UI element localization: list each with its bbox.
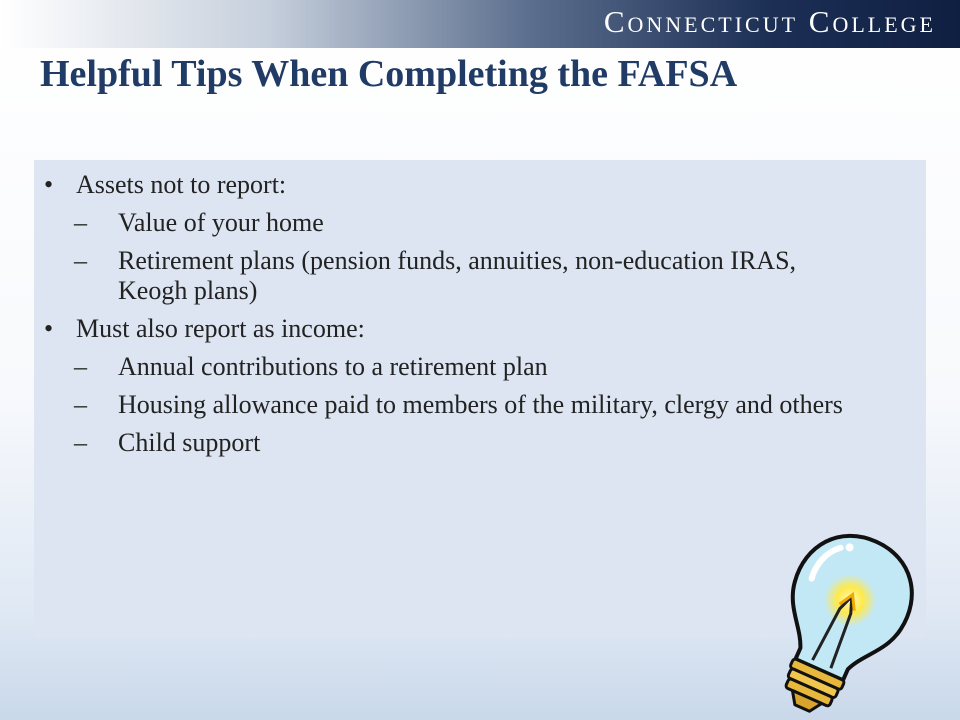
- subbullet-retirement-plans: [44, 246, 844, 306]
- bullet-assets-not-to-report: [44, 170, 844, 200]
- bullet-text: Assets not to report:: [76, 170, 287, 199]
- header-banner: [0, 0, 960, 48]
- lightbulb-icon: [740, 528, 920, 720]
- bullet-list: [44, 170, 844, 466]
- subbullet-housing-allowance: [44, 390, 844, 420]
- bullet-marker: •: [44, 314, 54, 343]
- dash-marker: –: [74, 428, 87, 457]
- bullet-must-report-income: [44, 314, 844, 344]
- subbullet-text: Value of your home: [118, 208, 324, 237]
- bullet-marker: •: [44, 170, 54, 199]
- dash-marker: –: [74, 390, 87, 419]
- bullet-text: Must also report as income:: [76, 314, 365, 343]
- dash-marker: –: [74, 352, 87, 381]
- subbullet-text: Retirement plans (pension funds, annuities, non-education IRAS, Keogh plans): [118, 246, 797, 305]
- dash-marker: –: [74, 208, 87, 237]
- subbullet-text: Annual contributions to a retirement plan: [118, 352, 548, 381]
- subbullet-annual-contributions: [44, 352, 844, 382]
- subbullet-text: Child support: [118, 428, 261, 457]
- college-logo-text: Connecticut College: [603, 4, 936, 39]
- subbullet-text: Housing allowance paid to members of the military, clergy and others: [118, 390, 843, 419]
- dash-marker: –: [74, 246, 87, 275]
- subbullet-value-of-home: [44, 208, 844, 238]
- subbullet-child-support: [44, 428, 844, 458]
- slide-title: Helpful Tips When Completing the FAFSA: [40, 53, 738, 95]
